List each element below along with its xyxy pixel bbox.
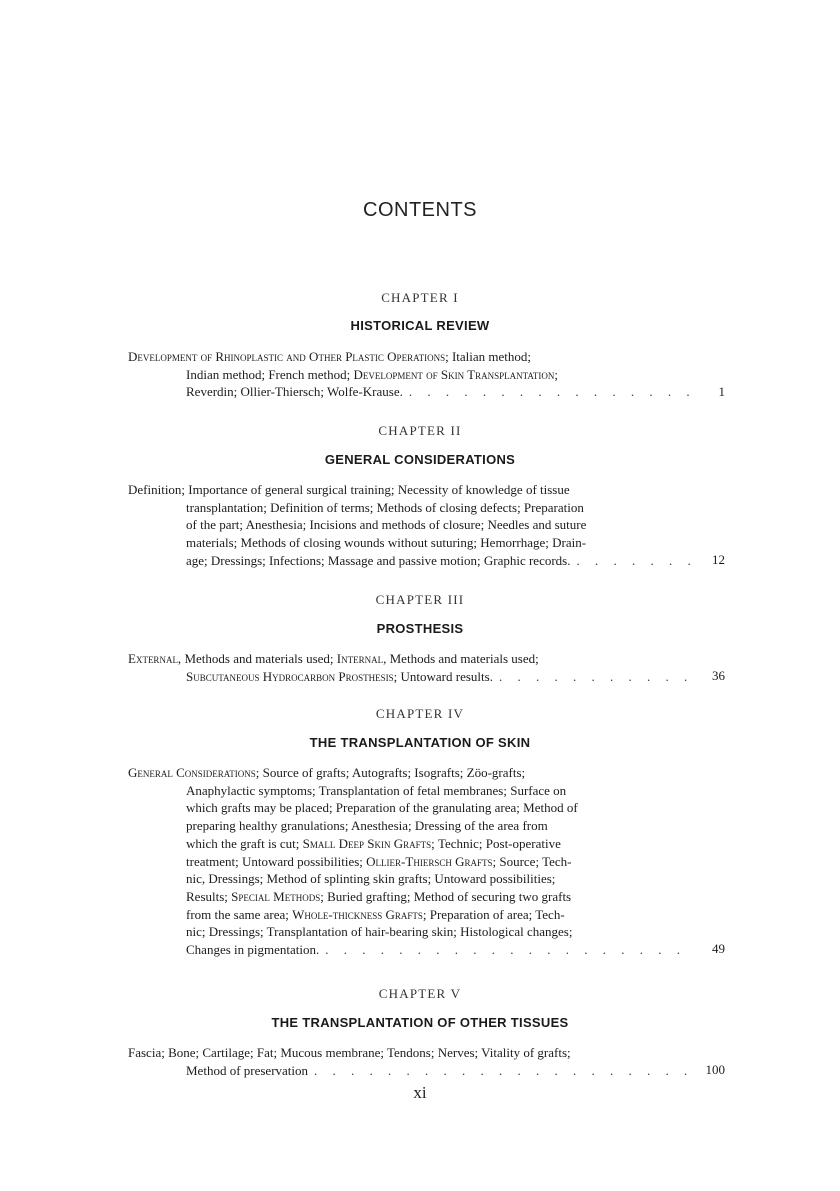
- chapter-5-title: THE TRANSPLANTATION OF OTHER TISSUES: [271, 1015, 569, 1030]
- chapter-2-page-number: 12: [712, 552, 725, 567]
- page-title: CONTENTS: [363, 199, 477, 221]
- chapter-3-title: PROSTHESIS: [376, 621, 464, 636]
- toc-line: age; Dressings; Infections; Massage and passive motion; Graphic records. . . .: [128, 552, 696, 570]
- toc-line: materials; Methods of closing wounds without suturing; Hemorrhage; Drain-: [186, 535, 587, 551]
- toc-line: nic; Dressings; Transplantation of hair-bearing skin; Histological changes;: [186, 924, 573, 940]
- chapter-1-title: HISTORICAL REVIEW: [350, 318, 490, 333]
- toc-line: Development of Rhinoplastic and Other Plastic Operations; Italian method;: [128, 349, 531, 364]
- chapter-3-label: CHAPTER III: [375, 592, 465, 607]
- chapter-2-label: CHAPTER II: [378, 423, 462, 438]
- toc-line: External, Methods and materials used; Internal, Methods and materials used;: [128, 651, 539, 666]
- chapter-5-label: CHAPTER V: [378, 986, 462, 1001]
- toc-line: Indian method; French method; Development of Skin Transplantation;: [186, 366, 558, 382]
- toc-line: Method of preservation . . .: [128, 1062, 696, 1080]
- toc-line: Changes in pigmentation. . . .: [128, 941, 696, 959]
- toc-line: Definition; Importance of general surgical training; Necessity of knowledge of tissue: [128, 482, 570, 497]
- toc-line: Anaphylactic symptoms; Transplantation of fetal membranes; Surface on: [186, 782, 567, 798]
- chapter-2-entry: [128, 481, 696, 570]
- chapter-1-page-number: 1: [718, 384, 725, 399]
- toc-line: treatment; Untoward possibilities; Ollier-Thiersch Grafts; Source; Tech-: [186, 853, 572, 869]
- toc-line: which the graft is cut; Small Deep Skin Grafts; Technic; Post-operative: [186, 835, 561, 851]
- toc-line: which grafts may be placed; Preparation of the granulating area; Method of: [186, 800, 578, 816]
- chapter-1-label: CHAPTER I: [381, 290, 459, 305]
- toc-line: General Considerations; Source of grafts; Autografts; Isografts; Zöo-grafts;: [128, 765, 526, 780]
- dot-leader: [409, 383, 690, 401]
- chapter-3-entry: [128, 650, 696, 685]
- toc-line: of the part; Anesthesia; Incisions and methods of closure; Needles and suture: [186, 517, 587, 533]
- toc-line: Fascia; Bone; Cartilage; Fat; Mucous membrane; Tendons; Nerves; Vitality of grafts;: [128, 1045, 571, 1060]
- chapter-1-entry: [128, 348, 696, 401]
- dot-leader: [499, 668, 690, 686]
- dot-leader: [314, 1062, 690, 1080]
- chapter-4-page-number: 49: [712, 941, 725, 956]
- toc-line: nic, Dressings; Method of splinting skin grafts; Untoward possibilities;: [186, 871, 556, 887]
- chapter-5-entry: [128, 1044, 696, 1079]
- chapter-4-title: THE TRANSPLANTATION OF SKIN: [309, 735, 531, 750]
- toc-line: Subcutaneous Hydrocarbon Prosthesis; Untoward results. . . .: [128, 668, 696, 686]
- roman-page-number: xi: [413, 1083, 427, 1102]
- toc-line: transplantation; Definition of terms; Methods of closing defects; Preparation: [186, 499, 584, 515]
- chapter-2-title: GENERAL CONSIDERATIONS: [324, 452, 516, 467]
- toc-line: Results; Special Methods; Buried grafting; Method of securing two grafts: [186, 888, 572, 904]
- toc-line: from the same area; Whole-thickness Grafts; Preparation of area; Tech-: [186, 906, 565, 922]
- chapter-4-label: CHAPTER IV: [375, 706, 465, 721]
- dot-leader: [325, 941, 690, 959]
- chapter-5-page-number: 100: [705, 1062, 725, 1077]
- chapter-4-entry: [128, 764, 696, 959]
- toc-line: preparing healthy granulations; Anesthesia; Dressing of the area from: [186, 818, 548, 834]
- chapter-3-page-number: 36: [712, 668, 725, 683]
- toc-line: Reverdin; Ollier-Thiersch; Wolfe-Krause. . . .: [128, 383, 696, 401]
